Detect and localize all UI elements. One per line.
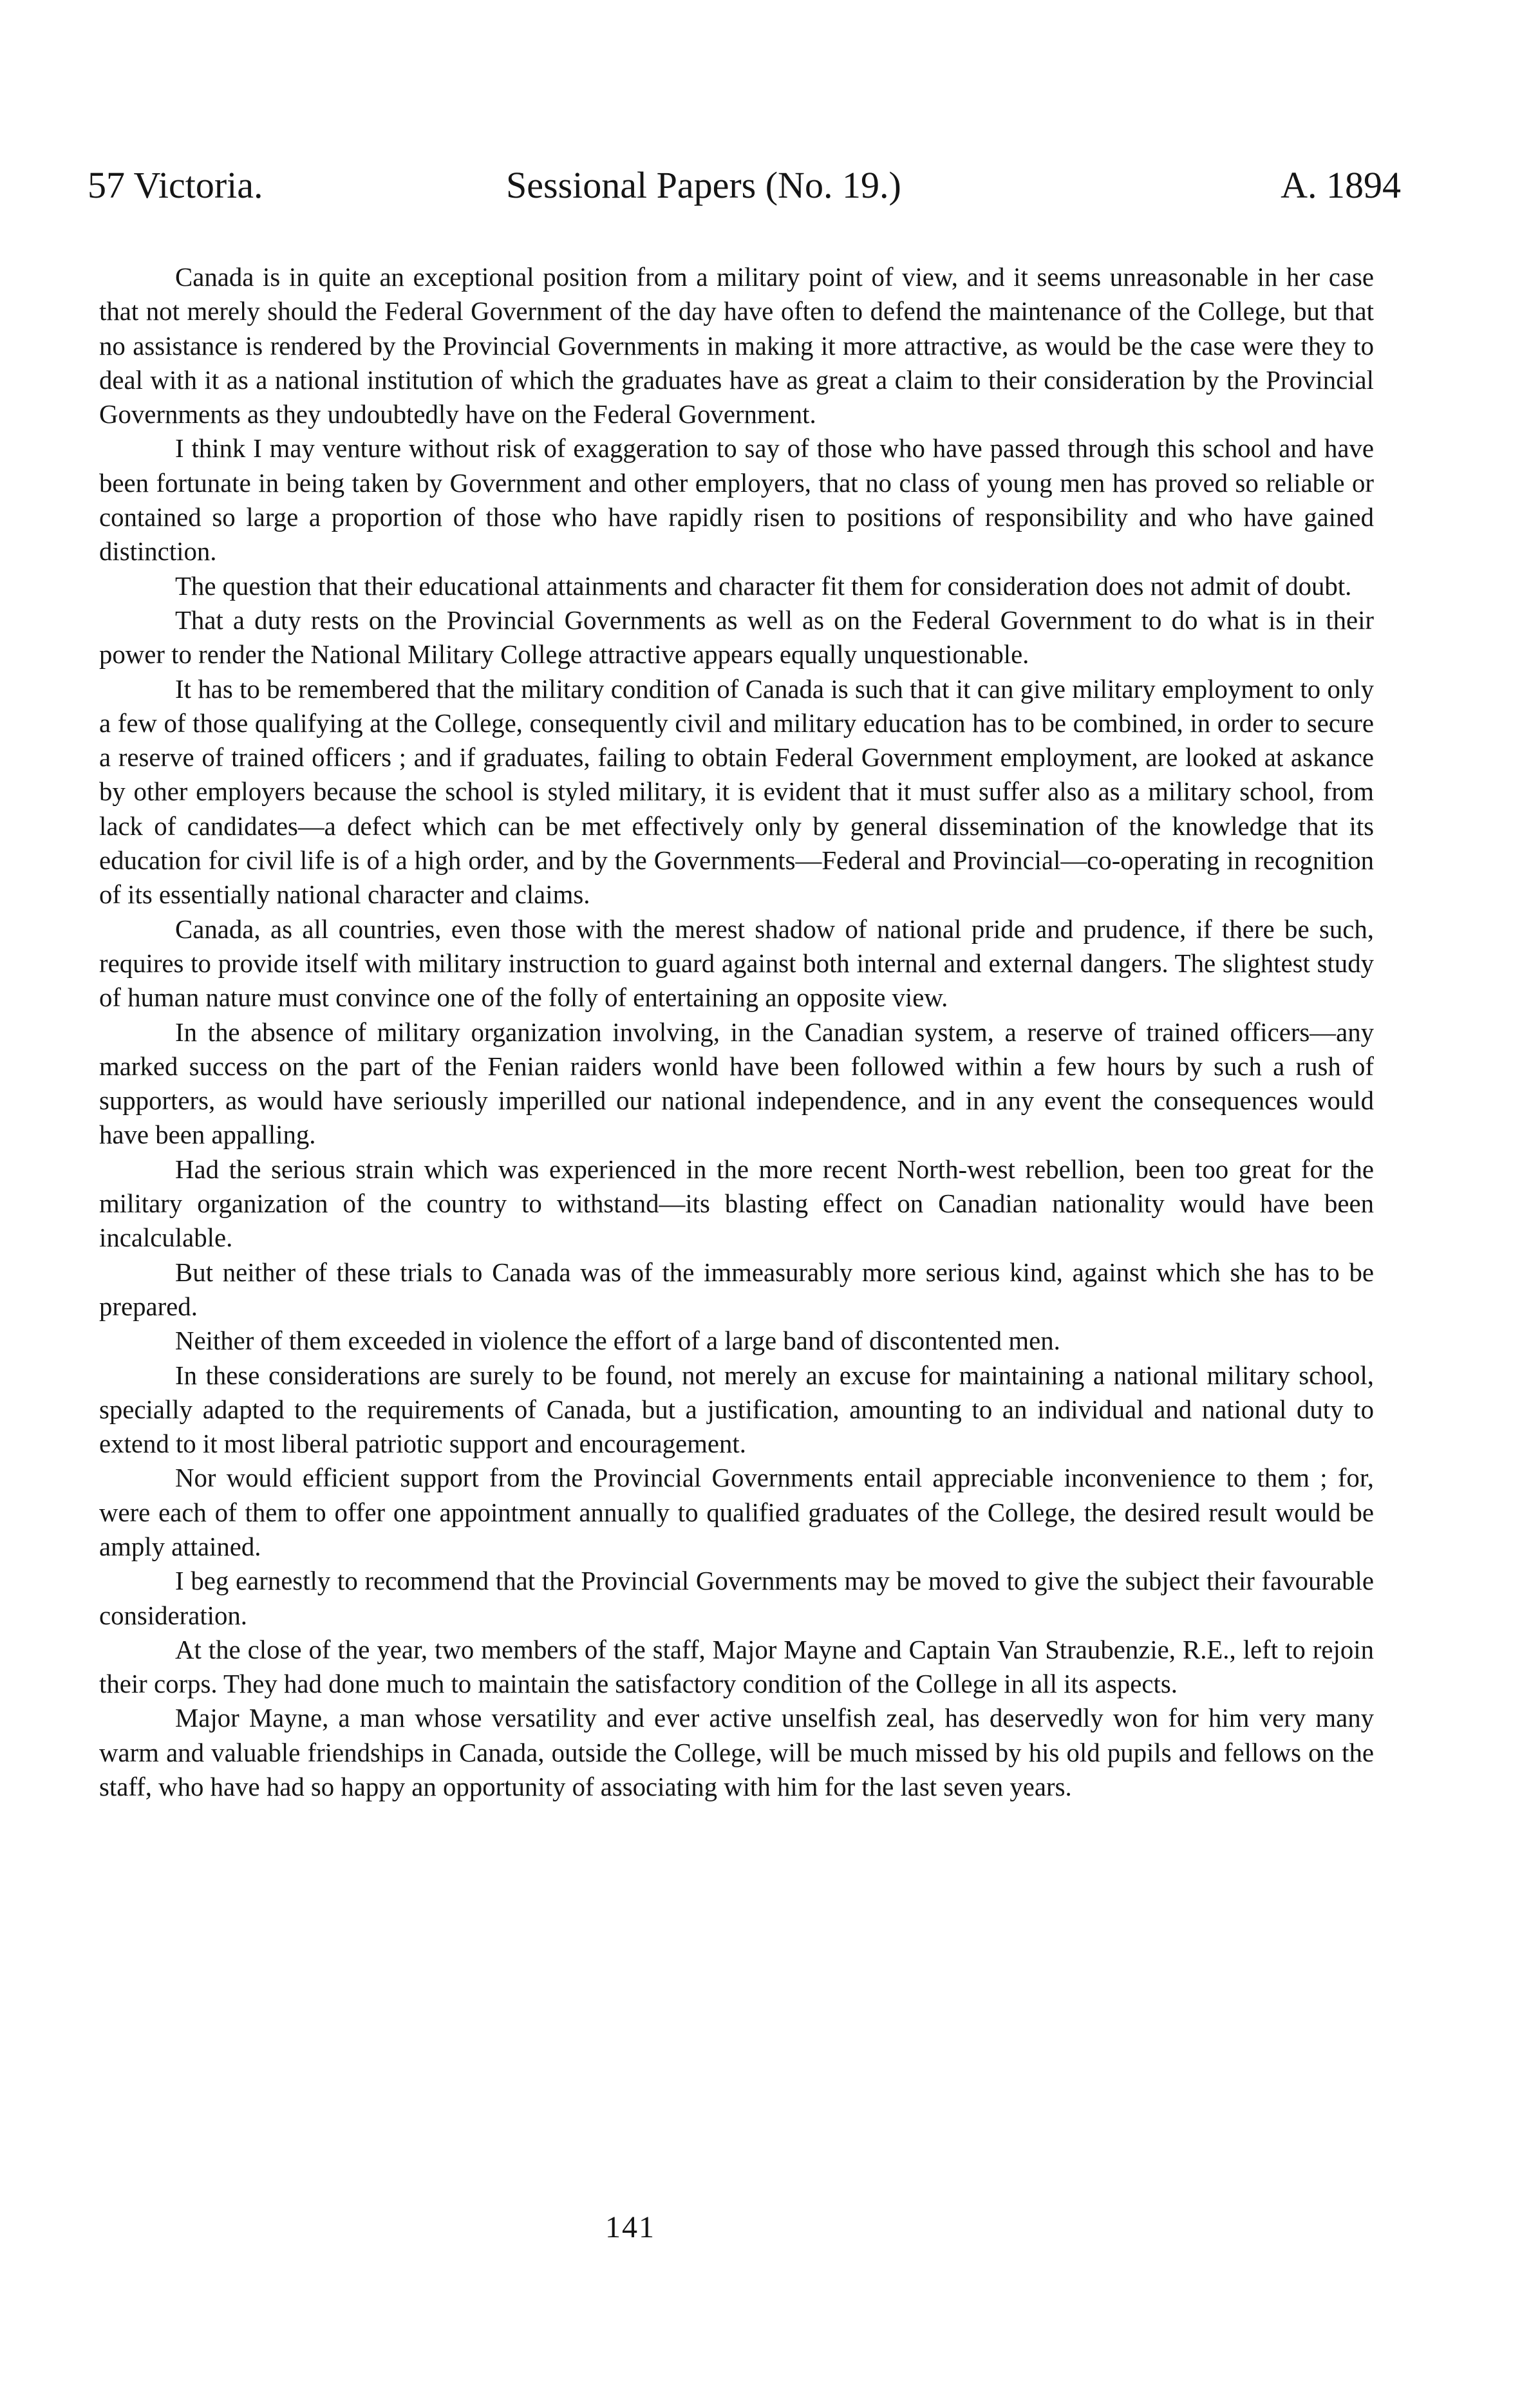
paragraph: In these considerations are surely to be found, not merely an excuse for maintaining a national military school, specially adapted to the requirements of Canada, but a justification, amounting to an individual and national duty to extend to it most liberal patriotic support and encouragement. [99, 1360, 1374, 1459]
paragraph: Canada is in quite an exceptional position from a military point of view, and it seems unreasonable in her case that not merely should the Federal Government of the day have often to defend the maintenance of the College, but that no assistance is rendered by the Provincial Governments in making it more attractive, as would be the case were they to deal with it as a national institution of which the graduates have as great a claim to their consideration by the Provincial Governments as they undoubtedly have on the Federal Government. [99, 263, 1374, 429]
paragraph: Neither of them exceeded in violence the effort of a large band of discontented men. [175, 1326, 1060, 1356]
body-text [99, 260, 1374, 1804]
header-title: Sessional Papers (No. 19.) [506, 164, 901, 206]
header-volume: 57 Victoria. [88, 164, 263, 206]
running-header [88, 160, 1401, 211]
paragraph: Major Mayne, a man whose versatility and ever active unselfish zeal, has deservedly won for him very many warm and valuable friendships in Canada, outside the College, will be much missed by his old pupils and fellows on the staff, who have had so happy an opportunity of associating with him for the last seven years. [99, 1704, 1374, 1802]
paragraph: Had the serious strain which was experienced in the more recent North-west rebellion, been too great for the military organization of the country to withstand—its blasting effect on Canadian nationality would have been incalculable. [99, 1154, 1374, 1253]
paragraph: It has to be remembered that the military condition of Canada is such that it can give military employment to only a few of those qualifying at the College, consequently civil and military education has to be combined, in order to secure a reserve of trained officers ; and if graduates, failing to obtain Federal Government employment, are looked at askance by other employers because the school is styled military, it is evident that it must suffer also as a military school, from lack of candidates—a defect which can be met effectively only by general dissemination of the knowledge that its education for civil life is of a high order, and by the Governments—Federal and Provincial—co-operating in recognition of its essentially national character and claims. [99, 674, 1374, 910]
paragraph: The question that their educational attainments and character fit them for consideration does not admit of doubt. [175, 571, 1352, 601]
paragraph: That a duty rests on the Provincial Governments as well as on the Federal Government to do what is in their power to render the National Military College attractive appears equally unquestionable. [99, 605, 1374, 670]
paragraph: But neither of these trials to Canada was of the immeasurably more serious kind, against which she has to be prepared. [99, 1257, 1374, 1321]
paragraph: I think I may venture without risk of exaggeration to say of those who have passed through this school and have been fortunate in being taken by Government and other employers, that no class of young men has proved so reliable or contained so large a proportion of those who have rapidly risen to positions of responsibility and who have gained distinction. [99, 434, 1374, 567]
paragraph: At the close of the year, two members of the staff, Major Mayne and Captain Van Straubenzie, R.E., left to rejoin their corps. They had done much to maintain the satisfactory condition of the College in all its aspects. [99, 1635, 1374, 1699]
paragraph: In the absence of military organization involving, in the Canadian system, a reserve of trained officers—any marked success on the part of the Fenian raiders wonld have been followed within a few hours by such a rush of supporters, as would have seriously imperilled our national independence, and in any event the consequences would have been appalling. [99, 1017, 1374, 1150]
paragraph: Nor would efficient support from the Provincial Governments entail appreciable inconvenience to them ; for, were each of them to offer one appointment annually to qualified graduates of the College, the desired result would be amply attained. [99, 1463, 1374, 1561]
header-year: A. 1894 [1281, 164, 1401, 206]
paragraph: Canada, as all countries, even those with the merest shadow of national pride and prudence, if there be such, requires to provide itself with military instruction to guard against both internal and external dangers. The slightest study of human nature must convince one of the folly of entertaining an opposite view. [99, 914, 1374, 1013]
paragraph: I beg earnestly to recommend that the Provincial Governments may be moved to give the subject their favourable consideration. [99, 1566, 1374, 1630]
page-number: 141 [605, 2210, 655, 2244]
